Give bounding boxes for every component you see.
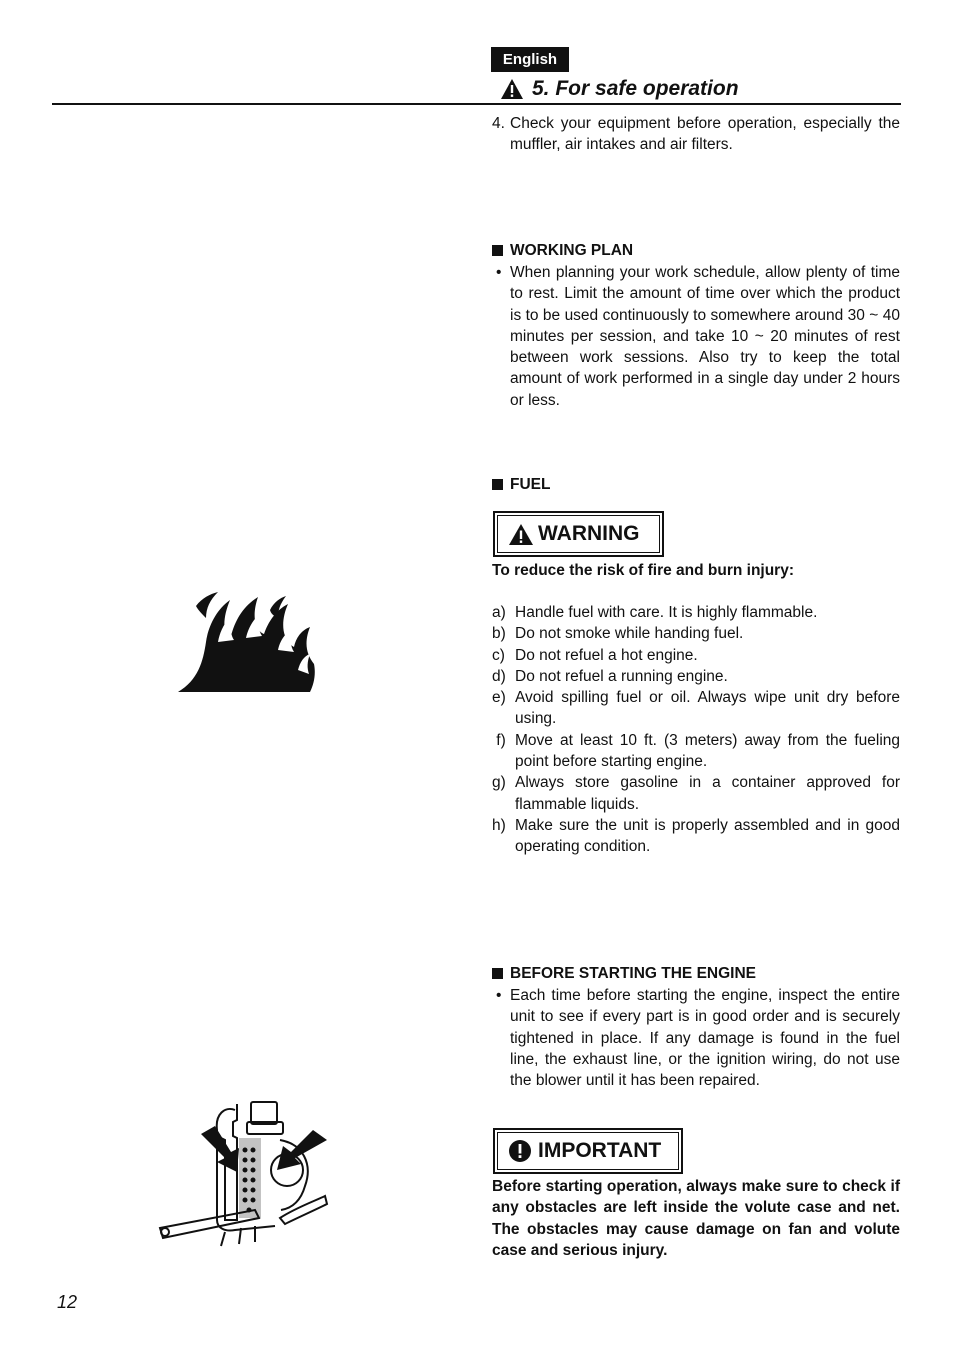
list-item: h) Make sure the unit is properly assembled and in good operating condition.: [492, 816, 900, 856]
fuel-heading-text: FUEL: [510, 476, 551, 493]
warning-label: WARNING: [538, 522, 640, 545]
list-item: a) Handle fuel with care. It is highly flammable.: [492, 604, 818, 621]
important-text: Before starting operation, always make sure to check if any obstacles are left inside the volute case and net. The obstacles may cause damage on fan and volute case and serious injury.: [492, 1178, 900, 1259]
important-box: [493, 1128, 683, 1174]
before-start-text: Each time before starting the engine, inspect the entire unit to see if every part is in good order and is securely tightened in place. If any damage is found in the fuel line, the exhaust line, or the ignition wiring, do not use the blower until it has been repaired.: [510, 987, 900, 1090]
warning-box: [493, 511, 664, 557]
square-bullet-icon: [492, 968, 503, 979]
check-item-number: 4.: [492, 115, 505, 132]
fire-illustration: [178, 592, 318, 694]
working-plan-heading: [492, 240, 900, 261]
list-item: b) Do not smoke while handing fuel.: [492, 625, 744, 643]
list-item: e) Avoid spilling fuel or oil. Always wipe unit dry before using.: [492, 689, 900, 728]
warning-triangle-icon: [508, 523, 534, 546]
square-bullet-icon: [492, 245, 503, 256]
before-start-heading: [492, 963, 900, 984]
list-item: c) Do not refuel a hot engine.: [492, 646, 698, 664]
exclamation-circle-icon: [508, 1139, 532, 1163]
important-label: IMPORTANT: [538, 1139, 662, 1162]
bullet: •: [496, 987, 502, 1004]
before-start-item: [492, 985, 900, 1091]
working-plan-text: When planning your work schedule, allow plenty of time to rest. Limit the amount of time over which the product is to be used continuously to somewhere around 30 ~ 40 minutes per session, and take 10 ~ 20 minutes of rest between work sessions. Also try to keep the total amount of work performed in a single day under 2 hours or less.: [510, 264, 900, 409]
warning-triangle-icon: [500, 78, 524, 100]
working-plan-item: [492, 262, 900, 411]
fuel-heading: [492, 474, 900, 495]
blower-illustration: [155, 1100, 330, 1250]
list-item: d) Do not refuel a running engine.: [492, 667, 728, 685]
language-tab: English: [491, 47, 569, 72]
header-rule: [52, 103, 901, 105]
page-number: 12: [57, 1292, 78, 1312]
section-title: [500, 75, 739, 103]
check-item: [492, 113, 900, 156]
working-plan-heading-text: WORKING PLAN: [510, 242, 634, 259]
fuel-intro: To reduce the risk of fire and burn injury:: [492, 562, 795, 579]
fuel-list: [492, 602, 900, 858]
check-item-text: Check your equipment before operation, especially the muffler, air intakes and air filters.: [510, 115, 900, 154]
list-item: g) Always store gasoline in a container approved for flammable liquids.: [492, 774, 900, 813]
bullet: •: [496, 264, 502, 281]
list-item: f) Move at least 10 ft. (3 meters) away from the fueling point before starting engine.: [492, 731, 900, 771]
before-start-heading-text: BEFORE STARTING THE ENGINE: [510, 965, 757, 982]
section-title-text: 5. For safe operation: [532, 77, 739, 100]
square-bullet-icon: [492, 479, 503, 490]
